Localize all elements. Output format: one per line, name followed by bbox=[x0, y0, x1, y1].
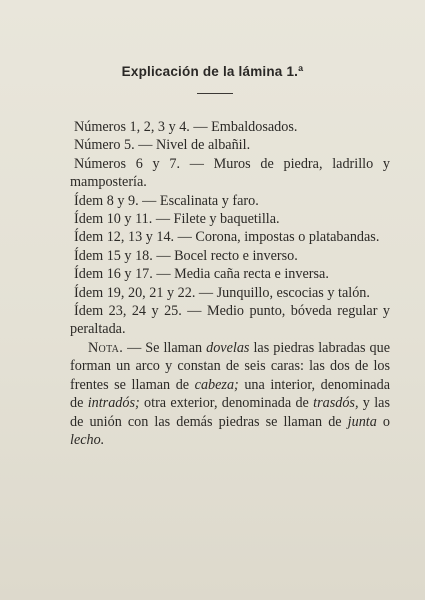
entry-6: Ídem 12, 13 y 14. — Corona, impostas o platabandas. bbox=[74, 229, 380, 246]
note-paragraph bbox=[70, 339, 390, 449]
note-term-junta: junta bbox=[347, 413, 377, 430]
entry-1: Números 1, 2, 3 y 4. — Embaldosados. bbox=[74, 119, 298, 135]
note-text-3: una interior, denominada de bbox=[70, 376, 390, 412]
entry-2: Número 5. — Nivel de albañil. bbox=[74, 137, 251, 154]
page-title: Explicación de la lámina 1.ª bbox=[121, 64, 304, 79]
note-text-4: otra exterior, denominada de bbox=[139, 395, 314, 412]
note-text-2: las piedras labradas que forman un arco y constan de seis caras: las dos de los frentes se llaman de bbox=[70, 339, 391, 393]
entry-5: Ídem 10 y 11. — Filete y baquetilla. bbox=[74, 211, 280, 228]
note-term-trasdos: trasdós, bbox=[313, 395, 359, 412]
entry-4: Ídem 8 y 9. — Escalinata y faro. bbox=[74, 192, 259, 209]
note-term-lecho: lecho. bbox=[70, 431, 105, 448]
note-text-1: — Se llaman bbox=[123, 339, 207, 356]
note-term-dovelas: dovelas bbox=[206, 339, 250, 356]
title-rule bbox=[197, 93, 233, 94]
entry-8: Ídem 16 y 17. — Media caña recta e inversa. bbox=[74, 266, 329, 283]
entry-10: Ídem 23, 24 y 25. — Medio punto, bóveda regular y peraltada. bbox=[70, 303, 390, 338]
note-text-6: o bbox=[376, 413, 391, 430]
note-text-5: y las de unión con las demás piedras se llaman de bbox=[70, 395, 390, 430]
entry-3: Números 6 y 7. — Muros de piedra, ladrillo y mampostería. bbox=[70, 155, 390, 191]
entry-7: Ídem 15 y 18. — Bocel recto e inverso. bbox=[74, 247, 298, 264]
note-term-intrados: intradós; bbox=[87, 395, 140, 412]
explanation-body bbox=[70, 118, 390, 449]
note-term-cabeza: cabeza; bbox=[194, 376, 239, 393]
entry-9: Ídem 19, 20, 21 y 22. — Junquillo, escocias y talón. bbox=[74, 284, 370, 301]
note-label: Nota. bbox=[88, 339, 124, 356]
